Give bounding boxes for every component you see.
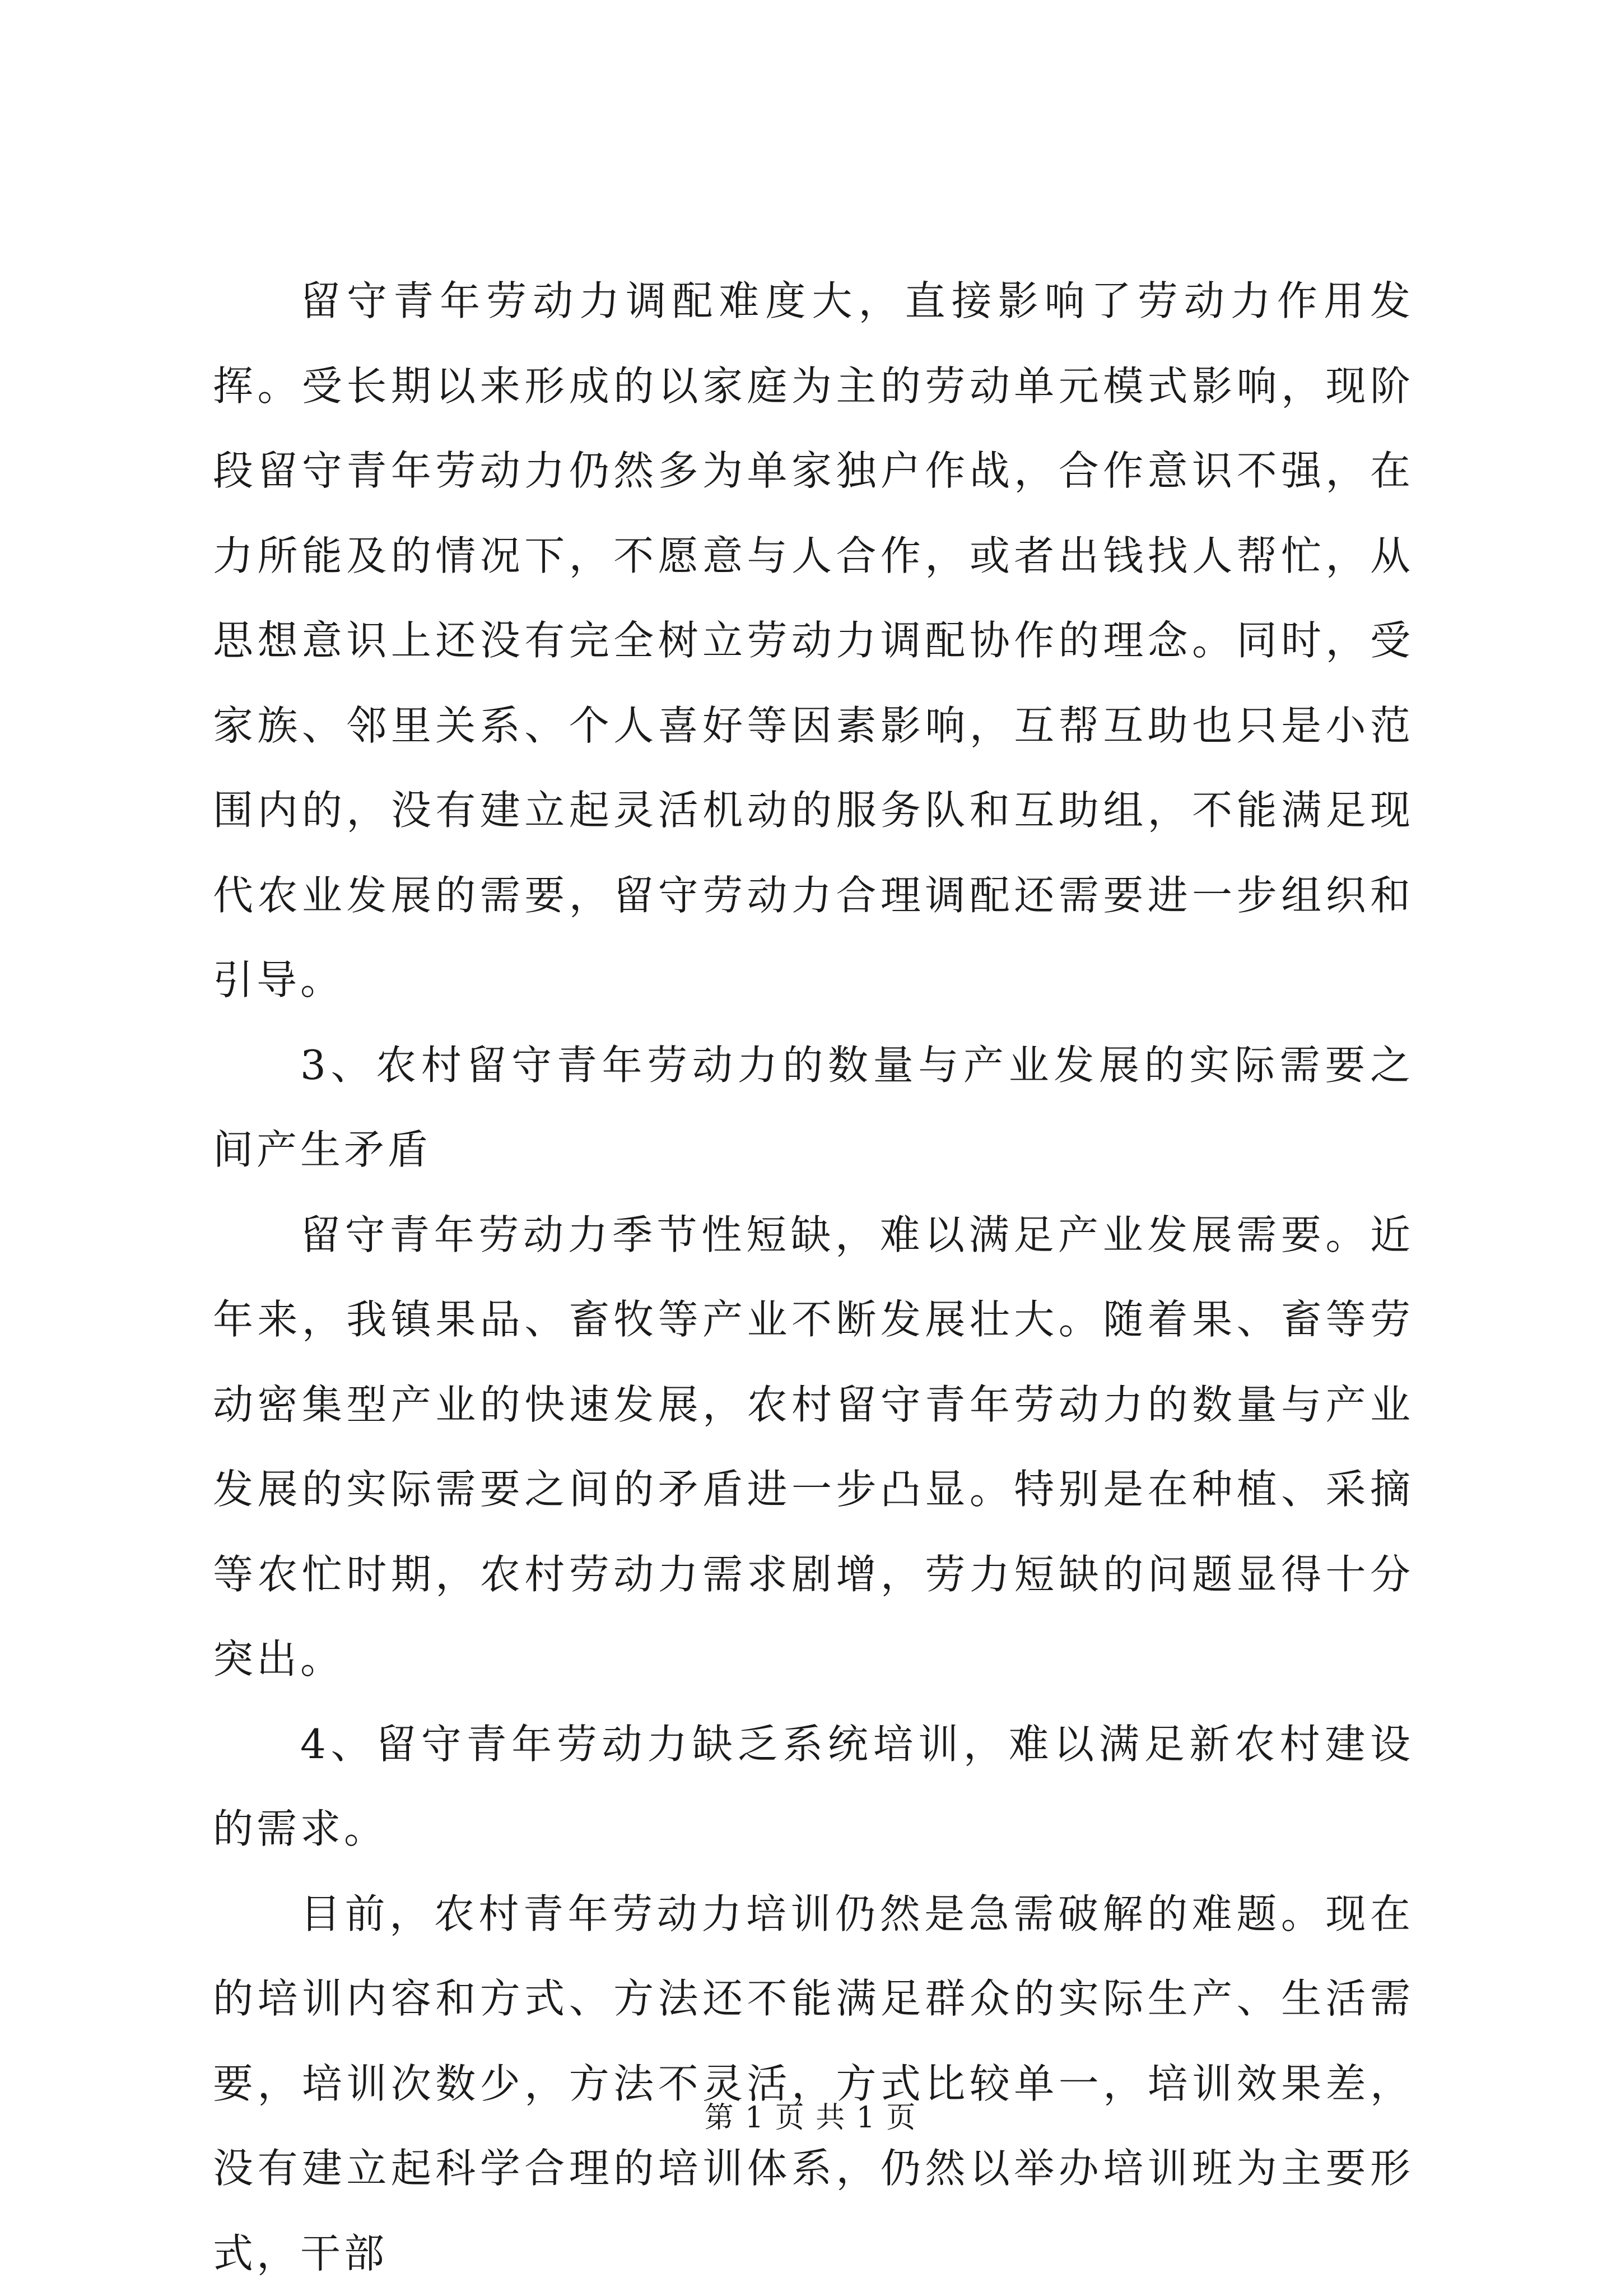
- heading-item-4: 4、留守青年劳动力缺乏系统培训，难以满足新农村建设的需求。: [213, 1702, 1414, 1872]
- paragraph-training: 目前，农村青年劳动力培训仍然是急需破解的难题。现在的培训内容和方式、方法还不能满足群众的实际生产、生活需要，培训次数少，方法不灵活，方式比较单一，培训效果差，没有建立起科学合理的培训体系，仍然以举办培训班为主要形式，干部: [213, 1872, 1414, 2296]
- paragraph-labor-allocation: 留守青年劳动力调配难度大，直接影响了劳动力作用发挥。受长期以来形成的以家庭为主的劳动单元模式影响，现阶段留守青年劳动力仍然多为单家独户作战，合作意识不强，在力所能及的情况下，不愿意与人合作，或者出钱找人帮忙，从思想意识上还没有完全树立劳动力调配协作的理念。同时，受家族、邻里关系、个人喜好等因素影响，互帮互助也只是小范围内的，没有建立起灵活机动的服务队和互助组，不能满足现代农业发展的需要，留守劳动力合理调配还需要进一步组织和引导。: [213, 259, 1414, 1023]
- paragraph-seasonal-shortage: 留守青年劳动力季节性短缺，难以满足产业发展需要。近年来，我镇果品、畜牧等产业不断发展壮大。随着果、畜等劳动密集型产业的快速发展，农村留守青年劳动力的数量与产业发展的实际需要之间的矛盾进一步凸显。特别是在种植、采摘等农忙时期，农村劳动力需求剧增，劳力短缺的问题显得十分突出。: [213, 1193, 1414, 1702]
- heading-item-3: 3、农村留守青年劳动力的数量与产业发展的实际需要之间产生矛盾: [213, 1023, 1414, 1193]
- page-footer: 第 1 页 共 1 页: [0, 2098, 1621, 2137]
- document-body: [213, 259, 1414, 2296]
